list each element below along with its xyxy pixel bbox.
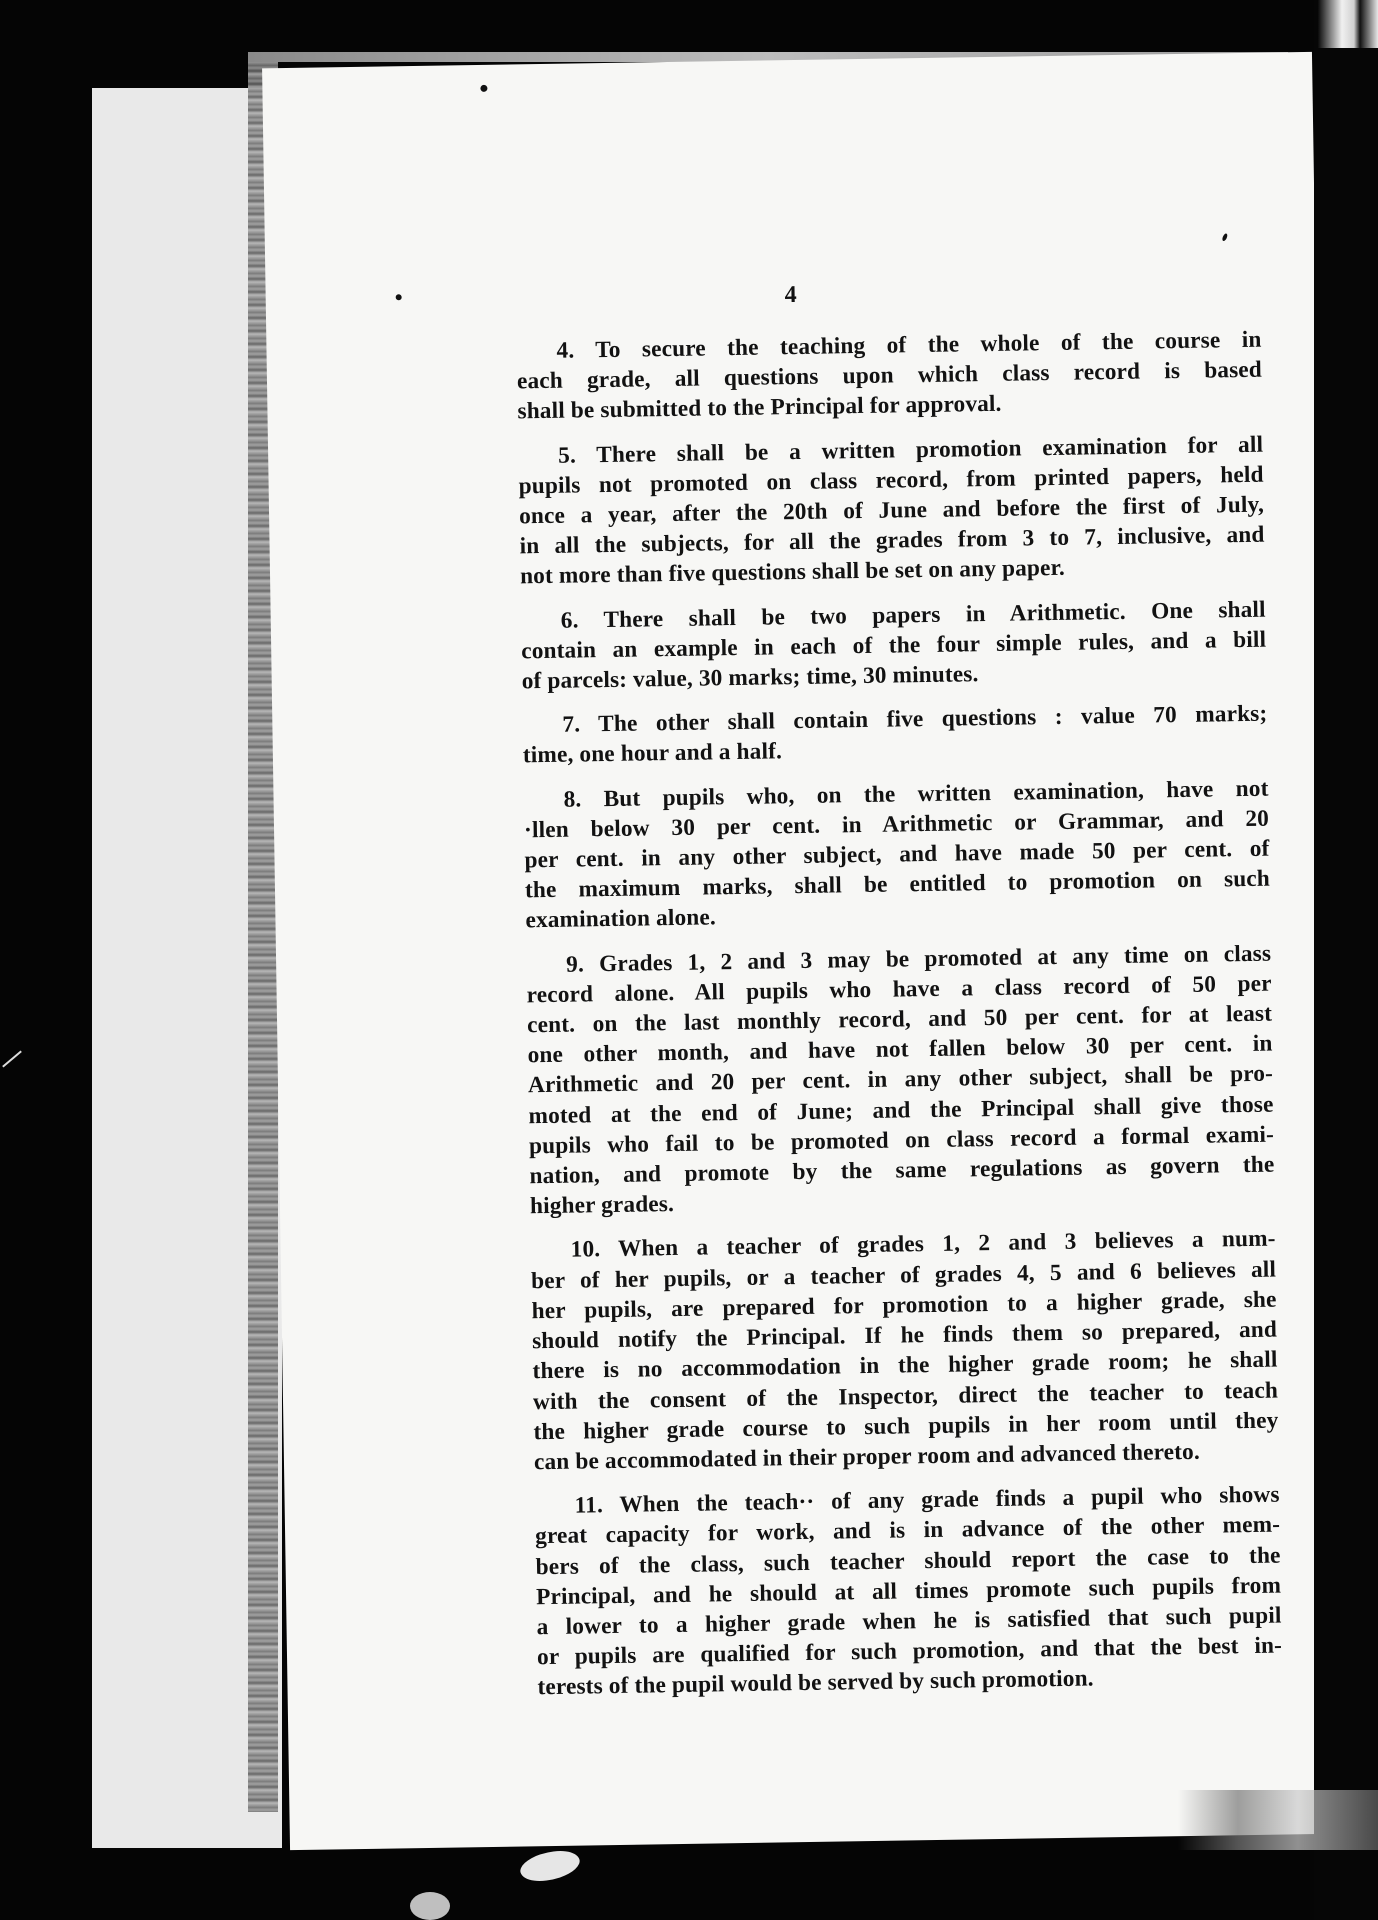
text-line: pupils who fail to be promoted on class record a formal exami-: [528, 1121, 1275, 1160]
paragraph-p4: [516, 325, 1262, 427]
text-line: can be accommodated in their proper room and advanced thereto.: [533, 1438, 1201, 1476]
page-number: 4: [784, 281, 797, 309]
text-line: not more than five questions shall be set on any paper.: [519, 555, 1066, 590]
text-line: her pupils, are prepared for promotion to a higher grade, she: [531, 1286, 1277, 1325]
text-line: cent. on the last monthly record, and 50 per cent. for at least: [526, 1000, 1273, 1039]
text-line: a lower to a higher grade when he is satisfied that such pupil: [536, 1602, 1282, 1641]
text-line: per cent. in any other subject, and have made 50 per cent. of: [524, 835, 1270, 874]
scan-artifact: [517, 1843, 583, 1888]
paragraph-p6: [521, 594, 1267, 696]
scanned-page: [262, 52, 1340, 1850]
paragraph-p9: [526, 938, 1275, 1221]
paragraph-p7: [522, 699, 1268, 771]
text-line: should notify the Principal. If he finds them so prepared, and: [531, 1316, 1278, 1355]
paragraph-p10: [530, 1224, 1279, 1477]
text-line: ber of her pupils, or a teacher of grades 4, 5 and 6 believes all: [530, 1256, 1277, 1294]
text-line: great capacity for work, and is in advance of the other mem-: [534, 1511, 1281, 1550]
scan-artifact: [410, 1892, 450, 1920]
document-body: [516, 325, 1283, 1717]
text-line: terests of the pupil would be served by such promotion.: [537, 1665, 1094, 1701]
scan-border-right: [1314, 0, 1378, 1920]
text-line: the maximum marks, shall be entitled to promotion on such: [524, 865, 1271, 904]
text-line: 10. When a teacher of grades 1, 2 and 3 believes a num-: [570, 1226, 1276, 1264]
text-line: in all the subjects, for all the grades from 3 to 7, inclusive, and: [519, 521, 1265, 560]
speck-mark: [480, 85, 487, 92]
text-line: 7. The other shall contain five questions : value 70 marks;: [562, 700, 1268, 738]
text-line: 5. There shall be a written promotion examination for all: [557, 431, 1264, 469]
text-line: record alone. All pupils who have a class record of 50 per: [526, 970, 1272, 1009]
text-line: examination alone.: [525, 904, 717, 934]
text-line: shall be submitted to the Principal for approval.: [517, 391, 1002, 425]
text-line: the higher grade course to such pupils in her room until they: [533, 1407, 1279, 1445]
text-line: one other month, and have not fallen below 30 per cent. in: [527, 1030, 1273, 1069]
paragraph-p11: [534, 1480, 1282, 1703]
text-line: of parcels: value, 30 marks; time, 30 minutes.: [521, 661, 979, 695]
paragraph-p8: [523, 773, 1270, 936]
text-line: each grade, all questions upon which class record is based: [516, 356, 1263, 395]
text-line: with the consent of the Inspector, direct the teacher to teach: [532, 1377, 1279, 1415]
text-line: time, one hour and a half.: [522, 738, 783, 769]
text-line: Principal, and he should at all times promote such pupils from: [535, 1572, 1282, 1610]
text-line: nation, and promote by the same regulations as govern the: [529, 1151, 1275, 1190]
speck-mark: [1221, 233, 1228, 242]
text-line: there is no accommodation in the higher grade room; he shall: [532, 1346, 1278, 1385]
text-line: Arithmetic and 20 per cent. in any other subject, shall be pro-: [527, 1061, 1274, 1099]
text-line: bers of the class, such teacher should report the case to the: [535, 1542, 1281, 1580]
text-line: 11. When the teach·· of any grade finds a pupil who shows: [574, 1481, 1280, 1519]
paragraph-p5: [518, 429, 1265, 592]
text-line: pupils not promoted on class record, from printed papers, held: [518, 461, 1264, 500]
text-line: higher grades.: [529, 1191, 675, 1220]
text-line: contain an example in each of the four simple rules, and a bill: [521, 626, 1267, 665]
text-line: or pupils are qualified for such promotion, and that the best in-: [536, 1632, 1283, 1671]
text-line: moted at the end of June; and the Principal shall give those: [528, 1091, 1274, 1129]
text-line: once a year, after the 20th of June and before the first of July,: [518, 491, 1265, 530]
text-line: 8. But pupils who, on the written examination, have not: [563, 775, 1269, 813]
text-line: ·llen below 30 per cent. in Arithmetic or Grammar, and 20: [523, 805, 1270, 844]
scan-artifact: [1318, 0, 1378, 48]
text-line: 4. To secure the teaching of the whole of the course in: [556, 326, 1262, 364]
text-line: 6. There shall be two papers in Arithmetic. One shall: [560, 596, 1266, 634]
scan-artifact: [1178, 1790, 1378, 1850]
scan-artifact: [2, 1051, 22, 1068]
text-line: 9. Grades 1, 2 and 3 may be promoted at any time on class: [565, 940, 1272, 978]
